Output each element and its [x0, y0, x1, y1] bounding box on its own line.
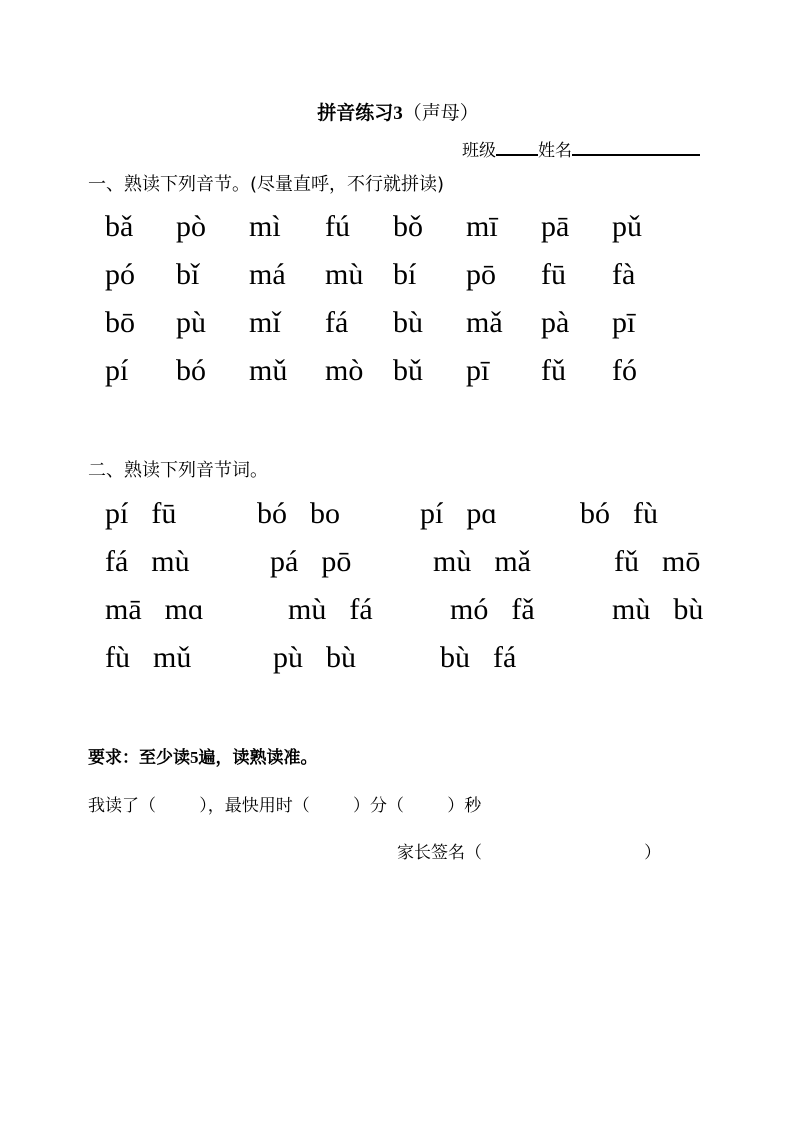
syllable: mù — [325, 258, 364, 291]
syllable: mì — [249, 210, 281, 243]
title-subtitle: （声母） — [402, 102, 479, 124]
syllable: mǔ — [249, 354, 288, 387]
syllable-word: mù mǎ — [433, 545, 531, 578]
syllable: pī — [466, 354, 490, 387]
name-label: 姓名 — [538, 141, 572, 161]
syllable: pō — [466, 258, 496, 291]
class-name-line — [462, 136, 700, 161]
syllable: bó — [176, 354, 206, 387]
requirement-prefix: 要求：至少读 — [88, 748, 190, 768]
syllable: mī — [466, 210, 498, 243]
syllable: pó — [105, 258, 135, 291]
syllable-word: bó bo — [257, 497, 340, 530]
syllable: pà — [541, 306, 570, 339]
section1-heading: 一、熟读下列音节。(尽量直呼，不行就拼读) — [88, 174, 445, 195]
syllable-word: pí pɑ — [420, 497, 498, 530]
title-main: 拼音练习 — [317, 102, 394, 124]
syllable-word: pá pō — [270, 545, 352, 578]
name-blank[interactable] — [572, 138, 700, 156]
syllable: bǒ — [393, 210, 423, 243]
syllable-word: fǔ mō — [614, 545, 701, 578]
syllable: pī — [612, 306, 636, 339]
syllable-word: pí fū — [105, 497, 177, 530]
syllable-word: mù fá — [288, 593, 373, 626]
syllable: mǎ — [466, 306, 503, 339]
syllable-word: fá mù — [105, 545, 190, 578]
syllable: fǔ — [541, 354, 566, 387]
syllable: bō — [105, 306, 135, 339]
syllable: pǔ — [612, 210, 642, 243]
requirement-text — [88, 743, 318, 768]
syllable: má — [249, 258, 286, 291]
syllable: bǐ — [176, 258, 200, 291]
class-label: 班级 — [462, 141, 496, 161]
parent-signature-line[interactable]: 家长签名（ ） — [397, 843, 662, 863]
syllable-word: mù bù — [612, 593, 704, 626]
reading-record-line[interactable]: 我读了（ ），最快用时（ ）分（ ）秒 — [88, 796, 482, 816]
syllable: bù — [393, 306, 423, 339]
section2-heading: 二、熟读下列音节词。 — [88, 460, 268, 481]
syllable: bǎ — [105, 210, 134, 243]
syllable-word: fù mǔ — [105, 641, 192, 674]
title-number: 3 — [393, 103, 403, 124]
syllable: pò — [176, 210, 206, 243]
syllable: bǔ — [393, 354, 423, 387]
syllable: bí — [393, 258, 417, 291]
requirement-number: 5 — [190, 748, 199, 767]
page-title — [0, 98, 796, 125]
syllable-word: mó fǎ — [450, 593, 535, 626]
syllable-word: bó fù — [580, 497, 658, 530]
syllable: mò — [325, 354, 364, 387]
syllable: fó — [612, 354, 637, 387]
requirement-suffix: 遍，读熟读准。 — [198, 748, 318, 768]
syllable-word: bù fá — [440, 641, 517, 674]
syllable: fá — [325, 306, 349, 339]
syllable: fà — [612, 258, 636, 291]
syllable-word: mā mɑ — [105, 593, 204, 626]
syllable: fū — [541, 258, 566, 291]
syllable-word: pù bù — [273, 641, 356, 674]
syllable: fú — [325, 210, 350, 243]
syllable: mǐ — [249, 306, 281, 339]
syllable: pù — [176, 306, 206, 339]
syllable: pí — [105, 354, 129, 387]
syllable: pā — [541, 210, 570, 243]
class-blank[interactable] — [496, 138, 538, 156]
